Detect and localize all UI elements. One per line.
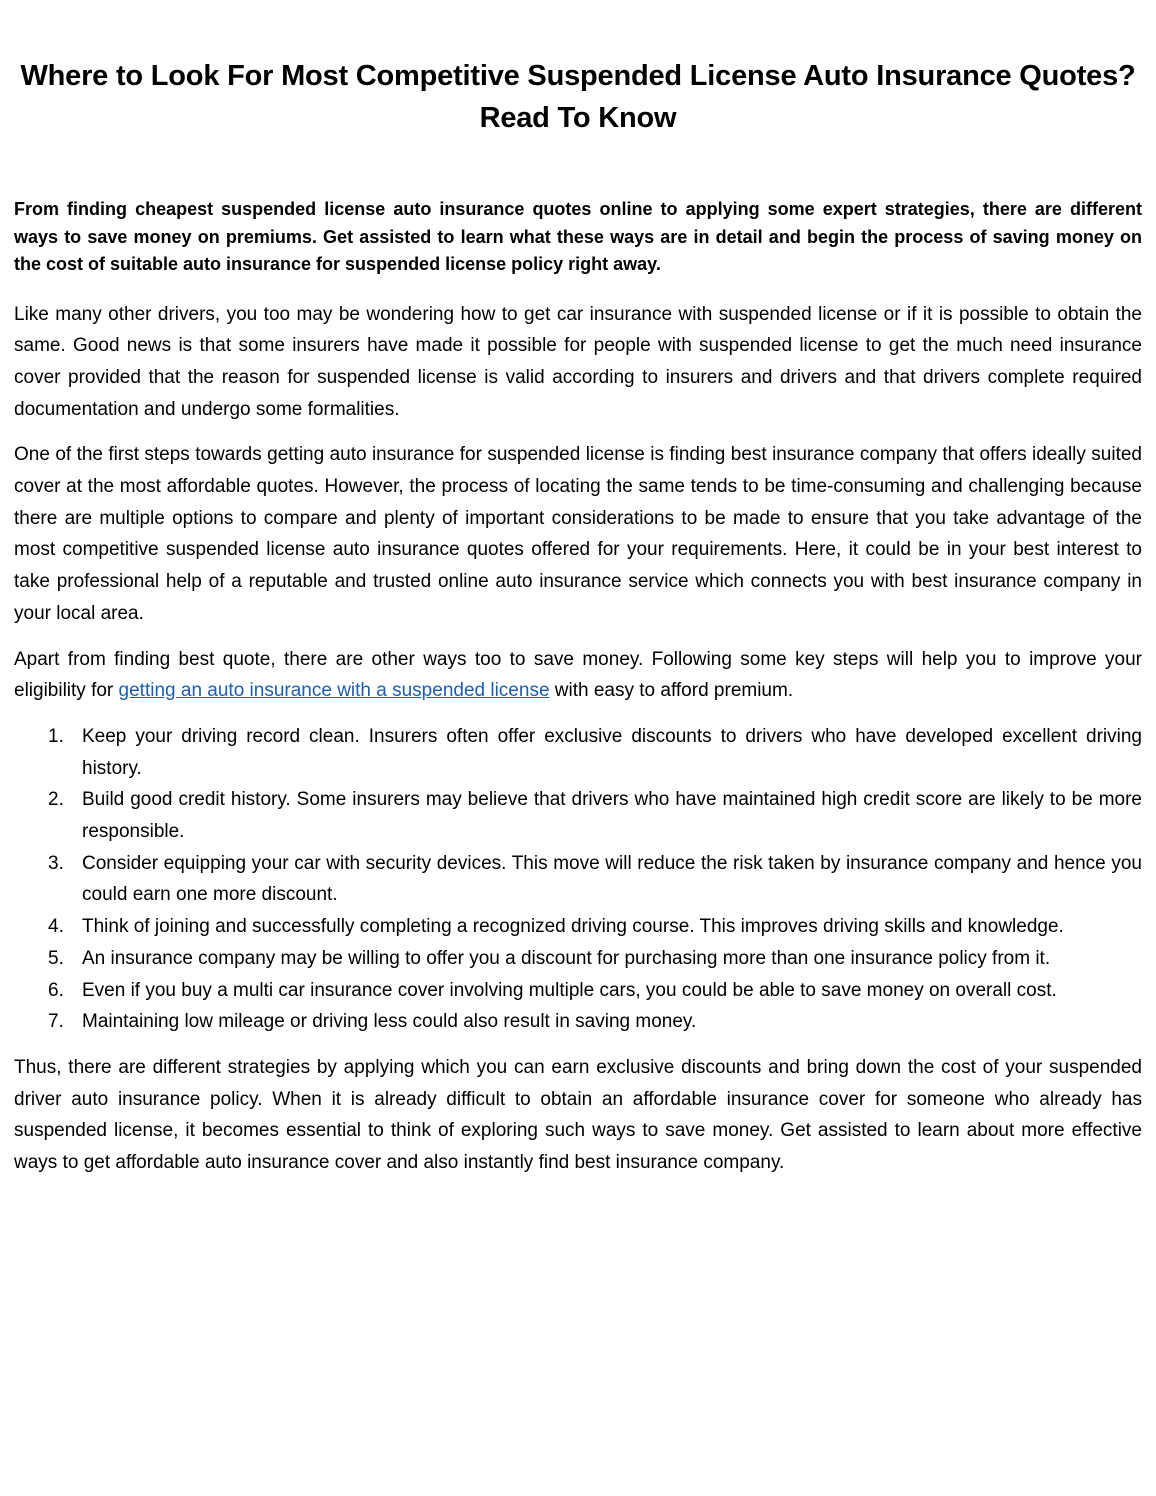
lead-paragraph: From finding cheapest suspended license auto insurance quotes online to applying some expert strategies, there are different ways to save money on premiums. Get assisted to learn what these ways are in detail and begin the process of saving money on the cost of suitable auto insurance for suspended license policy right away.: [14, 199, 1142, 274]
document-title: Where to Look For Most Competitive Suspended License Auto Insurance Quotes? Read To Know: [20, 60, 1136, 134]
list-item: [14, 911, 1142, 943]
list-intro-text-after: with easy to afford premium.: [549, 680, 794, 702]
list-item-text: Even if you buy a multi car insurance cover involving multiple cars, you could be able to save money on overall cost.: [82, 979, 1057, 1001]
list-intro-text: Apart from finding best quote, there are other ways too to save money. Following some key steps will help you to improve your eligibility for: [14, 648, 1142, 702]
list-item-number: 4.: [48, 916, 64, 938]
document-page: [14, 0, 1142, 1179]
list-item: [14, 784, 1142, 847]
suspended-license-link[interactable]: getting an auto insurance with a suspended license: [118, 680, 550, 702]
list-item-number: 7.: [48, 1011, 64, 1033]
list-item-number: 1.: [48, 725, 64, 747]
list-item-number: 5.: [48, 947, 64, 969]
list-item-text: Think of joining and successfully completing a recognized driving course. This improves driving skills and knowledge.: [82, 916, 1064, 938]
list-item-text: Maintaining low mileage or driving less could also result in saving money.: [82, 1011, 697, 1033]
list-item-text: Build good credit history. Some insurers may believe that drivers who have maintained high credit score are likely to be more responsible.: [82, 789, 1142, 843]
list-item-text: An insurance company may be willing to offer you a discount for purchasing more than one insurance policy from it.: [82, 947, 1051, 969]
list-item-number: 3.: [48, 852, 64, 874]
list-item: [14, 848, 1142, 911]
body-paragraph-1: Like many other drivers, you too may be wondering how to get car insurance with suspended license or if it is possible to obtain the same. Good news is that some insurers have made it possible for people with suspended license to get the much need insurance cover provided that the reason for suspended license is valid according to insurers and drivers and that drivers complete required documentation and undergo some formalities.: [14, 303, 1142, 420]
list-item-number: 2.: [48, 789, 64, 811]
closing-paragraph: Thus, there are different strategies by applying which you can earn exclusive discounts and bring down the cost of your suspended driver auto insurance policy. When it is already difficult to obtain an affordable insurance cover for someone who already has suspended license, it becomes essential to think of exploring such ways to save money. Get assisted to learn about more effective ways to get affordable auto insurance cover and also instantly find best insurance company.: [14, 1056, 1142, 1174]
body-paragraph-2: One of the first steps towards getting auto insurance for suspended license is finding best insurance company that offers ideally suited cover at the most affordable quotes. However, the process of locating the same tends to be time-consuming and challenging because there are multiple options to compare and plenty of important considerations to be made to ensure that you take advantage of the most competitive suspended license auto insurance quotes offered for your requirements. Here, it could be in your best interest to take professional help of a reputable and trusted online auto insurance service which connects you with best insurance company in your local area.: [14, 444, 1142, 624]
list-item: [14, 1006, 1142, 1038]
list-item-text: Keep your driving record clean. Insurers often offer exclusive discounts to drivers who have developed excellent driving history.: [82, 725, 1142, 779]
list-intro-paragraph: [14, 644, 1142, 707]
list-item-text: Consider equipping your car with security devices. This move will reduce the risk taken by insurance company and hence you could earn one more discount.: [82, 852, 1142, 906]
list-item: [14, 943, 1142, 975]
list-item: [14, 721, 1142, 784]
list-item: [14, 975, 1142, 1007]
savings-steps-list: [14, 721, 1142, 1038]
list-item-number: 6.: [48, 979, 64, 1001]
